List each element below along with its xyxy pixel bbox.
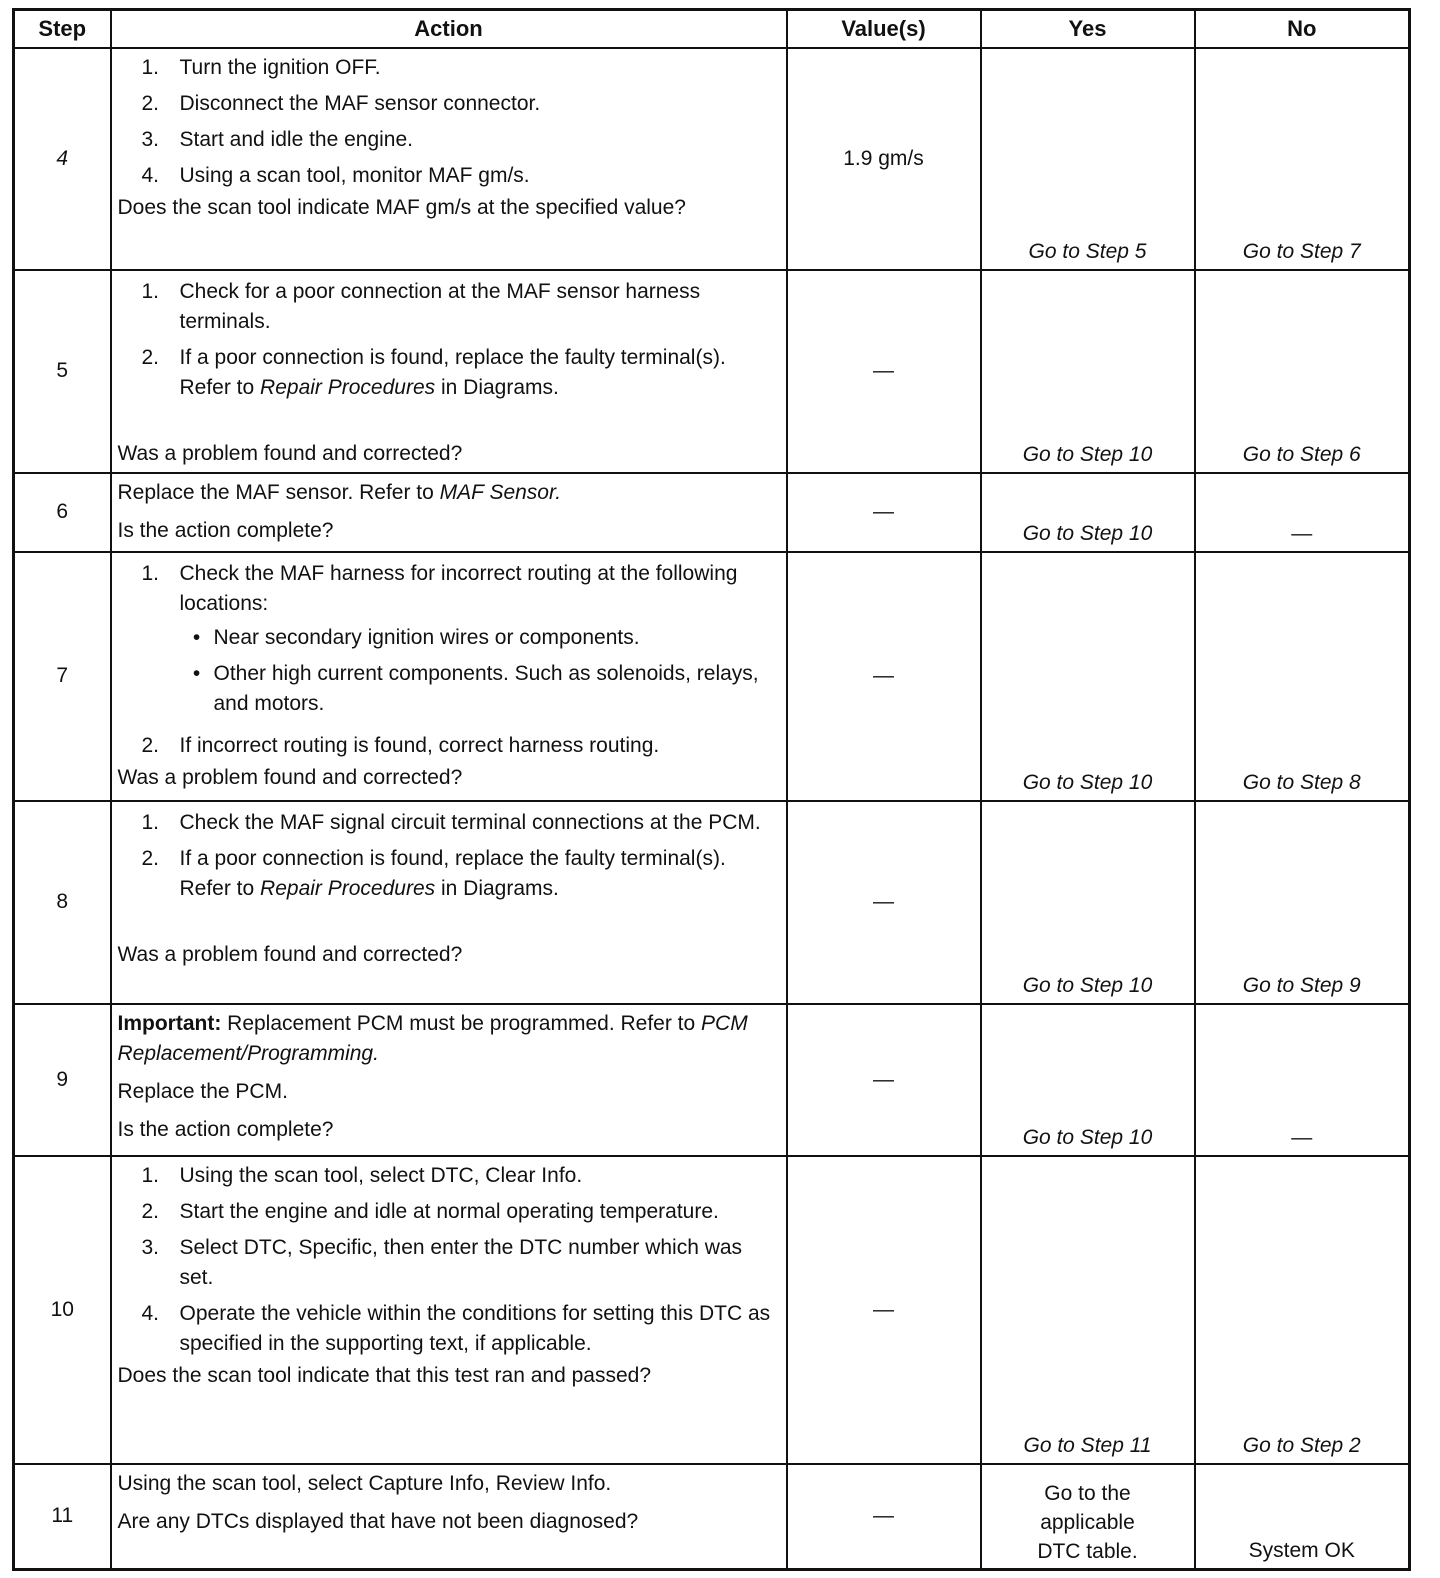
action-cell [111,552,787,801]
list-item: 2. If a poor connection is found, replace the faulty terminal(s). Refer to Repair Procedures in Diagrams. [141,345,726,399]
action-line: Replace the PCM. [117,1079,288,1103]
list-item: 4. Using a scan tool, monitor MAF gm/s. [141,163,530,187]
list-item: 2. If a poor connection is found, replace the faulty terminal(s). Refer to Repair Procedures in Diagrams. [141,846,726,900]
diagnostic-table [12,8,1411,1571]
header-yes: Yes [981,10,1195,48]
value-cell: — [787,552,981,801]
value-cell: — [787,1464,981,1570]
action-line: Using the scan tool, select Capture Info, Review Info. [117,1471,612,1495]
table-row [14,1004,1410,1156]
step-number: 11 [14,1464,111,1570]
no-cell: Go to Step 7 [1195,48,1410,270]
no-cell: System OK [1195,1464,1410,1570]
table-row [14,473,1410,552]
action-cell [111,473,787,552]
action-cell [111,801,787,1004]
no-cell: Go to Step 8 [1195,552,1410,801]
list-item: 1. Check the MAF harness for incorrect routing at the following locations: • Near secondary ignition wires or components. • Other high current components. Such as solenoids, relays, and motors. [118,559,780,725]
important-note: Important: Replacement PCM must be programmed. Refer to PCM Replacement/Programming. [117,1011,748,1065]
table-row [14,1156,1410,1464]
list-item: 1. Using the scan tool, select DTC, Clear Info. [141,1163,583,1187]
header-action: Action [111,10,787,48]
step-number: 5 [14,270,111,473]
action-list [118,53,780,191]
no-cell: Go to Step 2 [1195,1156,1410,1464]
list-item: 2. Disconnect the MAF sensor connector. [141,91,541,115]
step-number: 4 [14,48,111,270]
list-item: 1. Turn the ignition OFF. [141,55,381,79]
action-question: Was a problem found and corrected? [117,942,463,966]
bullet-item: • Near secondary ignition wires or components. [192,625,640,649]
yes-cell: Go to Step 10 [981,473,1195,552]
list-item: 2. If incorrect routing is found, correct harness routing. [141,733,660,757]
list-item: 2. Start the engine and idle at normal operating temperature. [141,1199,719,1223]
step-number: 7 [14,552,111,801]
action-question: Was a problem found and corrected? [117,765,463,789]
header-step: Step [14,10,111,48]
step-number: 6 [14,473,111,552]
table-row [14,552,1410,801]
list-item: 3. Select DTC, Specific, then enter the DTC number which was set. [141,1235,743,1289]
value-cell: — [787,1004,981,1156]
header-values: Value(s) [787,10,981,48]
action-question: Does the scan tool indicate MAF gm/s at the specified value? [117,195,686,219]
action-list [118,1161,780,1359]
value-cell: — [787,473,981,552]
value-cell: — [787,801,981,1004]
no-cell: — [1195,473,1410,552]
step-number: 8 [14,801,111,1004]
table-row [14,270,1410,473]
no-cell: Go to Step 6 [1195,270,1410,473]
action-cell [111,1156,787,1464]
header-no: No [1195,10,1410,48]
table-row [14,1464,1410,1570]
list-item: 1. Check the MAF signal circuit terminal connections at the PCM. [141,810,761,834]
action-list [118,277,780,403]
action-cell [111,1464,787,1570]
bullet-list [180,623,780,719]
yes-cell: Go to the applicable DTC table. [981,1464,1195,1570]
list-item: 1. Check for a poor connection at the MAF sensor harness terminals. [141,279,701,333]
header-row [14,10,1410,48]
step-number: 9 [14,1004,111,1156]
action-cell [111,48,787,270]
step-number: 10 [14,1156,111,1464]
yes-cell: Go to Step 10 [981,801,1195,1004]
yes-cell: Go to Step 10 [981,270,1195,473]
action-list [118,559,780,761]
list-item: 3. Start and idle the engine. [141,127,414,151]
list-item: 4. Operate the vehicle within the conditions for setting this DTC as specified in the supporting text, if applicable. [141,1301,771,1355]
action-question: Are any DTCs displayed that have not been diagnosed? [117,1509,639,1533]
yes-cell: Go to Step 10 [981,552,1195,801]
table-row [14,801,1410,1004]
action-question: Is the action complete? [117,518,334,542]
action-list [118,808,780,904]
yes-cell: Go to Step 10 [981,1004,1195,1156]
action-cell [111,1004,787,1156]
bullet-item: • Other high current components. Such as solenoids, relays, and motors. [192,661,759,715]
action-question: Does the scan tool indicate that this test ran and passed? [117,1363,652,1387]
value-cell: — [787,1156,981,1464]
action-line: Replace the MAF sensor. Refer to MAF Sensor. [117,480,562,504]
action-question: Was a problem found and corrected? [117,441,463,465]
action-cell [111,270,787,473]
yes-cell: Go to Step 11 [981,1156,1195,1464]
yes-cell: Go to Step 5 [981,48,1195,270]
no-cell: — [1195,1004,1410,1156]
no-cell: Go to Step 9 [1195,801,1410,1004]
value-cell: 1.9 gm/s [787,48,981,270]
action-question: Is the action complete? [117,1117,334,1141]
value-cell: — [787,270,981,473]
table-row [14,48,1410,270]
